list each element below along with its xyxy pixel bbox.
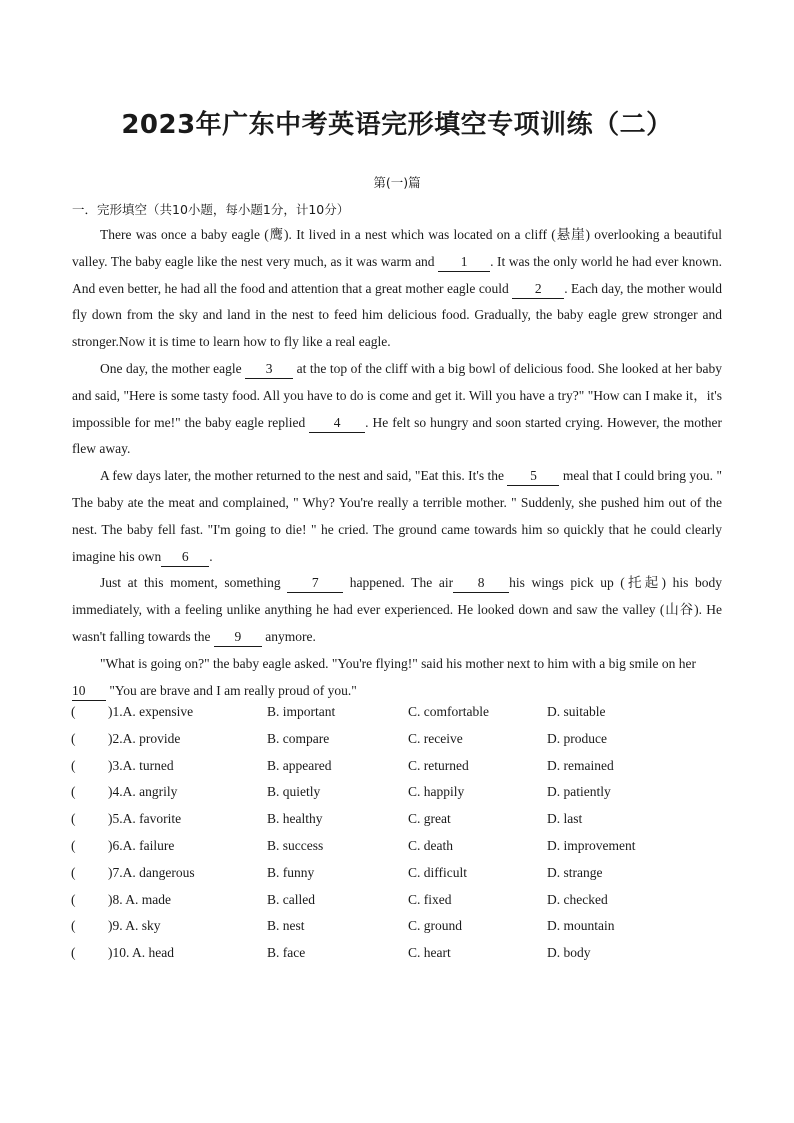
option-d[interactable]: D. produce [547,730,607,746]
option-d[interactable]: D. remained [547,757,614,773]
blank-10[interactable]: 10 [72,682,106,701]
option-a[interactable]: )10. A. head [108,945,174,961]
answer-bracket[interactable]: ( [71,757,76,773]
option-c[interactable]: C. happily [408,784,465,800]
blank-9[interactable]: 9 [214,628,262,647]
question-row [71,758,731,785]
page-title: 2023年广东中考英语完形填空专项训练（二） [121,110,673,140]
option-b[interactable]: B. important [267,704,336,719]
option-b[interactable]: B. success [267,837,324,853]
paragraph-4: Just at this moment, something 7 happened. The air 8 his wings pick up (托起) his body immediately, with a feeling unlike anything he had ever experienced. He looked down and saw the valley (山谷). He wasn't falling towards the 9 anymore. [72,570,722,650]
paragraph-3: A few days later, the mother returned to the nest and said, "Eat this. It's the 5 meal that I could bring you. " The baby ate the meat and complained, " Why? You're really a terrible mother. " Suddenly, she pushed him out of the nest. The baby fell fast. "I'm going to die! " he cried. The ground came towards him so quickly that he could clearly imagine his own 6 . [72,463,722,570]
option-d[interactable]: D. patiently [547,784,611,800]
question-row [71,704,731,731]
blank-6[interactable]: 6 [161,548,209,567]
option-a[interactable]: )1.A. expensive [108,704,194,719]
blank-4[interactable]: 4 [309,414,365,433]
option-a[interactable]: )5.A. favorite [108,811,182,827]
option-a[interactable]: )8. A. made [108,891,171,907]
paragraph-5: "What is going on?" the baby eagle asked. "You're flying!" said his mother next to him with a big smile on her 10 "You are brave and I am really proud of you." [72,651,722,705]
blank-8[interactable]: 8 [453,574,509,593]
option-b[interactable]: B. funny [267,864,315,880]
answer-bracket[interactable]: ( [71,891,76,907]
section-heading: 一．完形填空（共10小题，每小题1分，计10分） [72,202,350,217]
option-d[interactable]: D. strange [547,864,603,880]
question-row [71,892,731,919]
blank-7[interactable]: 7 [287,574,343,593]
option-a[interactable]: )9. A. sky [108,918,161,934]
option-c[interactable]: C. receive [408,730,463,746]
option-d[interactable]: D. last [547,811,583,827]
option-a[interactable]: )6.A. failure [108,837,175,853]
blank-3[interactable]: 3 [245,360,293,379]
option-b[interactable]: B. compare [267,730,330,746]
answer-options [71,704,731,972]
option-c[interactable]: C. great [408,811,451,827]
option-c[interactable]: C. heart [408,945,451,961]
cloze-passage [72,222,722,704]
answer-bracket[interactable]: ( [71,704,76,719]
answer-bracket[interactable]: ( [71,837,76,853]
option-d[interactable]: D. checked [547,891,608,907]
option-d[interactable]: D. mountain [547,918,615,934]
option-a[interactable]: )3.A. turned [108,757,174,773]
answer-bracket[interactable]: ( [71,945,76,961]
option-c[interactable]: C. returned [408,757,469,773]
option-d[interactable]: D. suitable [547,704,606,719]
paragraph-2: One day, the mother eagle 3 at the top of the cliff with a big bowl of delicious food. She looked at her baby and said, "Here is some tasty food. All you have to do is come and get it. Will you have a try?" "How can I make it，it's impossible for me!" the baby eagle replied 4 . He felt so hungry and soon started crying. However, the mother flew away. [72,360,722,457]
blank-5[interactable]: 5 [507,467,559,486]
question-row [71,811,731,838]
answer-bracket[interactable]: ( [71,864,76,880]
blank-2[interactable]: 2 [512,280,564,299]
option-b[interactable]: B. quietly [267,784,321,800]
passage-subtitle: 第(一)篇 [373,175,421,190]
answer-bracket[interactable]: ( [71,918,76,934]
option-c[interactable]: C. fixed [408,891,452,907]
option-d[interactable]: D. improvement [547,837,636,853]
question-row [71,918,731,945]
option-a[interactable]: )4.A. angrily [108,784,178,800]
paragraph-1: There was once a baby eagle (鹰). It lived in a nest which was located on a cliff (悬崖) overlooking a beautiful valley. The baby eagle like the nest very much, as it was warm and 1 . It was the only world he had ever known. And even better, he had all the food and attention that a great mother eagle could 2 . Each day, the mother would fly down from the sky and land in the nest to feed him delicious food. Gradually, the baby eagle grew stronger and stronger.Now it is time to learn how to fly like a real eagle. [72,227,722,350]
option-c[interactable]: C. death [408,837,453,853]
option-c[interactable]: C. comfortable [408,704,489,719]
option-b[interactable]: B. appeared [267,757,332,773]
question-row [71,945,731,972]
question-row [71,731,731,758]
option-d[interactable]: D. body [547,945,591,961]
option-c[interactable]: C. difficult [408,864,467,880]
option-c[interactable]: C. ground [408,918,462,934]
question-row [71,784,731,811]
option-a[interactable]: )7.A. dangerous [108,864,195,880]
answer-bracket[interactable]: ( [71,811,76,827]
blank-1[interactable]: 1 [438,253,490,272]
answer-bracket[interactable]: ( [71,784,76,800]
option-b[interactable]: B. nest [267,918,305,934]
option-b[interactable]: B. healthy [267,811,323,827]
option-b[interactable]: B. called [267,891,315,907]
option-a[interactable]: )2.A. provide [108,730,181,746]
question-row [71,865,731,892]
question-row [71,838,731,865]
option-b[interactable]: B. face [267,945,306,961]
answer-bracket[interactable]: ( [71,730,76,746]
